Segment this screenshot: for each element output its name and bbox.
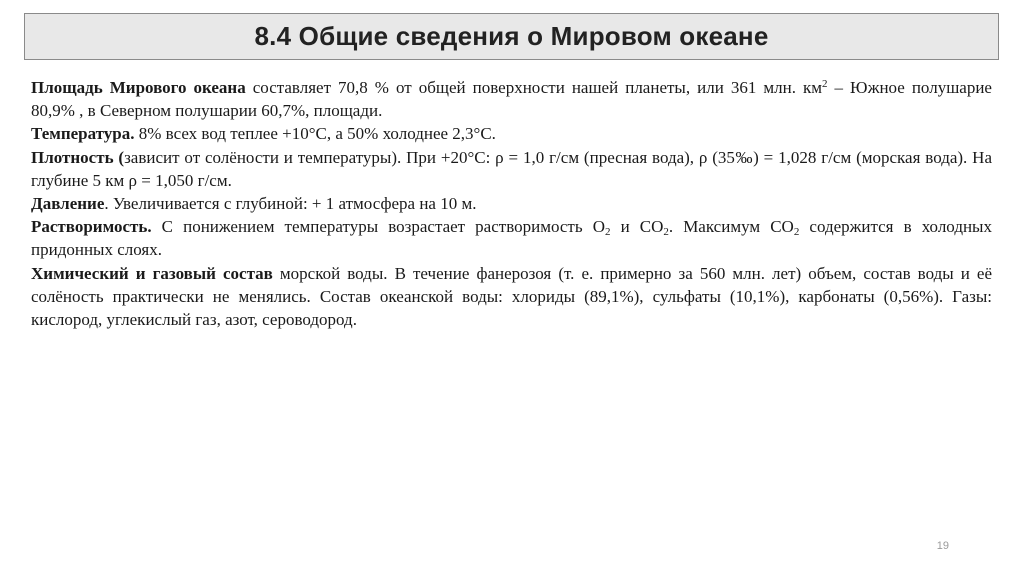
slide-title: 8.4 Общие сведения о Мировом океане bbox=[254, 21, 769, 51]
paragraph-pressure bbox=[31, 192, 992, 215]
solubility-text-4: содержится в холодных придонных слоях. bbox=[31, 217, 992, 260]
area-superscript: 2 bbox=[821, 78, 828, 90]
slide-body bbox=[31, 76, 992, 331]
paragraph-density bbox=[31, 146, 992, 192]
density-label: Плотность ( bbox=[31, 147, 125, 167]
solubility-text-2: и CO bbox=[610, 217, 664, 237]
temperature-label: Температура. bbox=[31, 124, 135, 144]
paragraph-area bbox=[31, 76, 992, 122]
area-text: составляет 70,8 % от общей поверхности нашей планеты, или 361 млн. км bbox=[245, 78, 822, 97]
paragraph-composition bbox=[31, 262, 992, 332]
paragraph-temperature bbox=[31, 122, 992, 145]
paragraph-solubility bbox=[31, 215, 992, 261]
solubility-text-3: . Максимум CO bbox=[668, 217, 794, 237]
pressure-label: Давление bbox=[31, 194, 105, 214]
solubility-text: С понижением температуры возрастает растворимость O bbox=[151, 217, 605, 237]
pressure-text: . Увеличивается с глубиной: + 1 атмосфера на 10 м. bbox=[104, 194, 477, 214]
o2-subscript: 2 bbox=[604, 226, 611, 239]
density-text: зависит от солёности и температуры). При +20°С: ρ = 1,0 г/см (пресная вода), ρ (35‰) = 1,028 г/см (морская вода). На глубине 5 км ρ = 1,050 г/см. bbox=[31, 147, 992, 190]
area-text-cont: – Южное полушарие 80,9% , в Северном полушарии 60,7%, площади. bbox=[31, 78, 992, 121]
temperature-text: 8% всех вод теплее +10°С, а 50% холоднее 2,3°С. bbox=[134, 124, 496, 144]
slide-title-box bbox=[24, 13, 999, 60]
area-label: Площадь Мирового океана bbox=[31, 78, 246, 97]
solubility-label: Растворимость. bbox=[31, 217, 152, 237]
composition-label: Химический и газовый состав bbox=[31, 263, 273, 283]
co2-subscript: 2 bbox=[663, 226, 669, 239]
composition-text: морской воды. В течение фанерозоя (т. е. примерно за 560 млн. лет) объем, состав воды и её солёность практически не менялись. Состав океанской воды: хлориды (89,1%), сульфаты (10,1%), карбонаты (0,56%). Газы: кислород, углекислый газ, азот, сероводород. bbox=[31, 263, 992, 330]
page-number: 19 bbox=[936, 540, 949, 552]
co2-subscript-2: 2 bbox=[793, 226, 800, 239]
